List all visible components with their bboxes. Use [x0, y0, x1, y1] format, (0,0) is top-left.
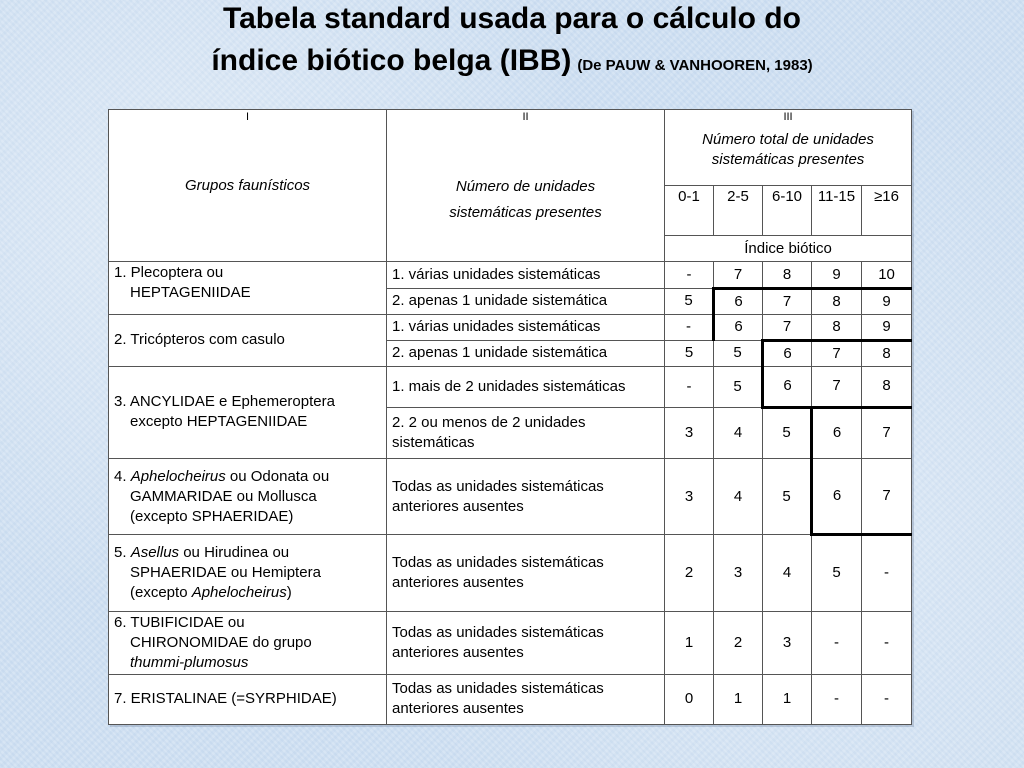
group-2-line-1: 2. Tricópteros com casulo [114, 331, 285, 349]
units-cell: Todas as unidades sistemáticas anteriores ausentes [387, 535, 665, 611]
header-col-II [387, 110, 665, 262]
value-cell: 1 [714, 674, 763, 724]
group-1 [109, 262, 387, 314]
range-16-plus: ≥16 [862, 186, 912, 236]
value-cell: 3 [665, 459, 714, 535]
value-cell: 2 [665, 535, 714, 611]
value-cell: 9 [812, 262, 862, 288]
value-cell: 7 [714, 262, 763, 288]
value-cell: 4 [763, 535, 812, 611]
range-0-1: 0-1 [665, 186, 714, 236]
units-cell: 2. 2 ou menos de 2 unidades sistemáticas [387, 407, 665, 458]
title-line-2 [0, 44, 1024, 78]
value-cell: 8 [862, 340, 912, 366]
roman-II: II [522, 111, 529, 123]
group-6-line-2: CHIRONOMIDAE do grupo [130, 633, 312, 651]
group-3 [109, 366, 387, 458]
roman-III: III [783, 111, 793, 123]
table-row [109, 611, 912, 674]
value-cell: 3 [665, 407, 714, 458]
value-cell: 3 [714, 535, 763, 611]
value-cell: 7 [862, 407, 912, 458]
value-cell: 7 [763, 314, 812, 340]
value-cell: 8 [862, 366, 912, 407]
value-cell: - [862, 535, 912, 611]
group-6-line-3: thummi-plumosus [130, 653, 249, 671]
table-row [109, 262, 912, 288]
units-cell: 2. apenas 1 unidade sistemática [387, 288, 665, 314]
group-5-num: 5. [114, 543, 131, 561]
value-cell: - [665, 314, 714, 340]
group-4 [109, 459, 387, 535]
units-cell: 2. apenas 1 unidade sistemática [387, 340, 665, 366]
group-5 [109, 535, 387, 611]
value-cell: 4 [714, 459, 763, 535]
value-cell: 6 [812, 459, 862, 535]
table-row [109, 674, 912, 724]
value-cell: 7 [812, 366, 862, 407]
header-numero-total: Número total de unidades sistemáticas presentes [702, 131, 874, 168]
units-cell: Todas as unidades sistemáticas anteriores ausentes [387, 674, 665, 724]
value-cell: 5 [665, 340, 714, 366]
value-cell: - [862, 611, 912, 674]
value-cell: - [665, 262, 714, 288]
header-grupos: Grupos faunísticos [184, 177, 311, 194]
ibb-table [108, 109, 912, 725]
units-cell: 1. mais de 2 unidades sistemáticas [387, 366, 665, 407]
value-cell: - [862, 674, 912, 724]
group-1-line-1: 1. Plecoptera ou [114, 264, 224, 282]
group-5-line-3-post: ) [286, 583, 292, 601]
group-5-rest: ou Hirudinea ou [179, 543, 290, 561]
value-cell: 7 [763, 288, 812, 314]
group-3-line-2: excepto HEPTAGENIIDAE [130, 413, 308, 431]
header-col-III [665, 110, 912, 186]
value-cell: 9 [862, 288, 912, 314]
value-cell: 8 [763, 262, 812, 288]
value-cell: 7 [812, 340, 862, 366]
value-cell: 5 [714, 366, 763, 407]
table-row [109, 314, 912, 340]
value-cell: 8 [812, 288, 862, 314]
units-cell: Todas as unidades sistemáticas anteriores ausentes [387, 459, 665, 535]
value-cell: 2 [714, 611, 763, 674]
value-cell: 5 [665, 288, 714, 314]
group-6-line-1: 6. TUBIFICIDAE ou [114, 613, 245, 631]
value-cell: 6 [812, 407, 862, 458]
units-cell: 1. várias unidades sistemáticas [387, 314, 665, 340]
value-cell: 6 [714, 314, 763, 340]
value-cell: 4 [714, 407, 763, 458]
group-7-line-1: 7. ERISTALINAE (=SYRPHIDAE) [114, 690, 337, 708]
range-2-5: 2-5 [714, 186, 763, 236]
roman-I: I [245, 111, 250, 123]
group-5-line-3-pre: (excepto [130, 583, 192, 601]
header-col-I [109, 110, 387, 262]
value-cell: - [665, 366, 714, 407]
header-row-1 [109, 110, 912, 186]
value-cell: 9 [862, 314, 912, 340]
title-citation: (De PAUW & VANHOOREN, 1983) [577, 57, 813, 74]
value-cell: 5 [812, 535, 862, 611]
group-5-line-3-genus: Aphelocheirus [191, 583, 287, 601]
units-cell: 1. várias unidades sistemáticas [387, 262, 665, 288]
units-cell: Todas as unidades sistemáticas anteriores ausentes [387, 611, 665, 674]
value-cell: 5 [714, 340, 763, 366]
value-cell: 0 [665, 674, 714, 724]
group-4-rest: ou Odonata ou [225, 467, 330, 485]
value-cell: 6 [763, 366, 812, 407]
group-4-genus: Aphelocheirus [130, 467, 226, 485]
group-4-num: 4. [114, 467, 131, 485]
value-cell: 6 [763, 340, 812, 366]
group-4-line-3: (excepto SPHAERIDAE) [130, 507, 294, 525]
indice-biotico-label: Índice biótico [665, 236, 912, 262]
value-cell: - [812, 611, 862, 674]
header-numero-line-1: Número de unidades [455, 178, 596, 195]
group-5-line-3 [114, 583, 381, 603]
value-cell: 6 [714, 288, 763, 314]
value-cell: 1 [763, 674, 812, 724]
title-main: índice biótico belga (IBB) [211, 44, 572, 77]
value-cell: 8 [812, 314, 862, 340]
group-2 [109, 314, 387, 366]
value-cell: - [812, 674, 862, 724]
table-row [109, 459, 912, 535]
group-5-line-2: SPHAERIDAE ou Hemiptera [130, 563, 321, 581]
group-7 [109, 674, 387, 724]
value-cell: 5 [763, 407, 812, 458]
title-line-1: Tabela standard usada para o cálculo do [223, 2, 801, 35]
table-row [109, 366, 912, 407]
group-4-line-2: GAMMARIDAE ou Mollusca [130, 487, 317, 505]
value-cell: 3 [763, 611, 812, 674]
range-11-15: 11-15 [812, 186, 862, 236]
table-row [109, 535, 912, 611]
value-cell: 5 [763, 459, 812, 535]
header-numero-line-2: sistemáticas presentes [449, 204, 602, 221]
value-cell: 10 [862, 262, 912, 288]
group-1-line-2: HEPTAGENIIDAE [130, 284, 251, 302]
range-6-10: 6-10 [763, 186, 812, 236]
value-cell: 1 [665, 611, 714, 674]
value-cell: 7 [862, 459, 912, 535]
group-5-genus: Asellus [130, 543, 180, 561]
group-3-line-1: 3. ANCYLIDAE e Ephemeroptera [114, 393, 335, 411]
group-6 [109, 611, 387, 674]
